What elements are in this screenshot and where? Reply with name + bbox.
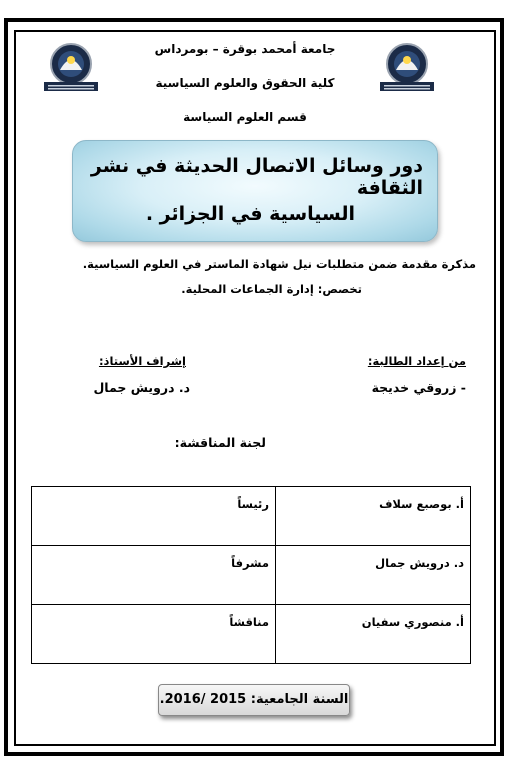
jury-member-role: رئيساً bbox=[32, 487, 276, 546]
jury-member-name: أ. منصوري سفيان bbox=[276, 605, 471, 664]
jury-table bbox=[31, 486, 471, 664]
university-logo-right bbox=[376, 40, 438, 94]
table-row bbox=[32, 546, 471, 605]
jury-title: لجنة المناقشة: bbox=[174, 435, 266, 450]
supervisor-name: د. درويش جمال bbox=[93, 380, 190, 395]
faculty-name: كلية الحقوق والعلوم السياسية bbox=[155, 76, 335, 90]
table-row bbox=[32, 487, 471, 546]
university-name: جامعة أمحمد بوقرة – بومرداس bbox=[154, 42, 336, 56]
jury-member-role: مناقشاً bbox=[32, 605, 276, 664]
student-name: - زروقي خديجة bbox=[371, 380, 466, 395]
table-row bbox=[32, 605, 471, 664]
thesis-title-line1: دور وسائل الاتصال الحديثة في نشر الثقافة bbox=[90, 155, 423, 199]
department-name: قسم العلوم السياسة bbox=[183, 110, 307, 124]
thesis-title-box bbox=[72, 140, 438, 242]
academic-year: السنة الجامعية: 2015 /2016. bbox=[158, 684, 350, 716]
specialty: تخصص: إدارة الجماعات المحلية. bbox=[181, 282, 362, 296]
jury-member-role: مشرفاً bbox=[32, 546, 276, 605]
university-logo-left bbox=[40, 40, 102, 94]
jury-member-name: د. درويش جمال bbox=[276, 546, 471, 605]
memo-statement: مذكرة مقدمة ضمن متطلبات نيل شهادة الماستر في العلوم السياسية. bbox=[82, 257, 476, 271]
supervisor-label: إشراف الأستاذ: bbox=[98, 354, 186, 368]
jury-member-name: أ. بوصبع سلاف bbox=[276, 487, 471, 546]
student-label: من إعداد الطالبة: bbox=[367, 354, 466, 368]
thesis-title-line2: السياسية في الجزائر . bbox=[145, 203, 355, 225]
